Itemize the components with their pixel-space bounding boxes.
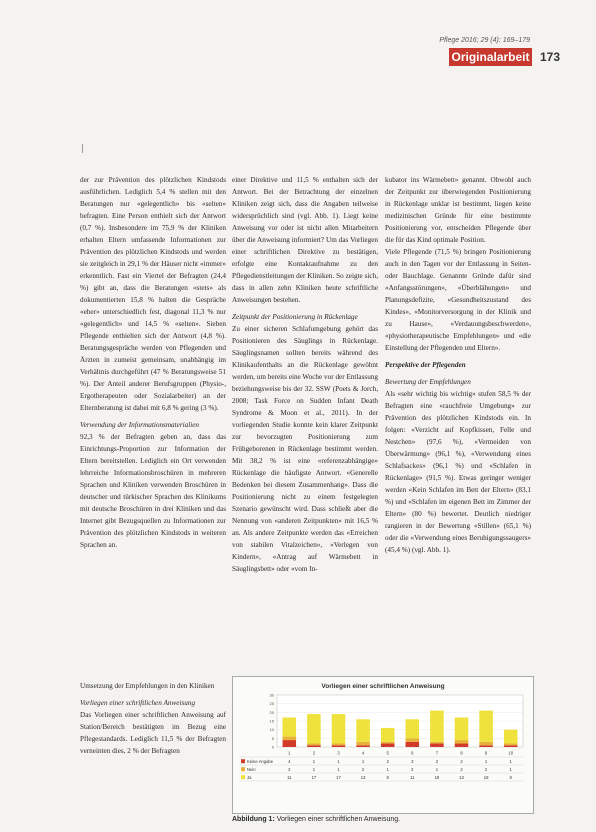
page-number: 173 <box>540 50 561 64</box>
bar-segment <box>283 737 297 740</box>
table-cell: 1 <box>386 766 389 772</box>
paragraph: 92,3 % der Befragten geben an, dass das Einrichtungs-Proportion zur Information der Eltern bereitstellen. Lediglich ein Ort verwenden lehrreiche Informationsbroschüren in mehreren Sprachen und Kliniken verwenden Broschüren in deutscher und türkischer Sprachen des Klinikums mit deutsche Broschüren in drei Kliniken und das Internet gibt Bezugsquellen zu Informationen zur Prävention des plötzlichen Kindstods in weiteren Sprachen an. <box>80 433 226 549</box>
margin-mark <box>82 144 83 153</box>
table-cell: 11 <box>410 774 415 780</box>
column-3 <box>385 174 531 556</box>
table-cell: 8 <box>386 774 389 780</box>
table-cell: 1 <box>435 766 439 772</box>
chart-title: Vorliegen einer schriftlichen Anweisung <box>321 683 445 690</box>
journal-citation: Pflege 2016; 29 (4): 169–179 <box>439 37 530 44</box>
table-cell: 2 <box>484 766 488 772</box>
x-tick-label: 3 <box>337 750 340 756</box>
table-cell: 2 <box>435 758 439 764</box>
table-cell: 2 <box>460 766 463 772</box>
x-tick-label: 10 <box>508 750 514 756</box>
bar-chart <box>233 677 533 813</box>
x-tick-label: 6 <box>411 750 414 756</box>
bar-segment <box>504 730 518 744</box>
table-cell: 13 <box>459 774 464 780</box>
table-cell: 1 <box>312 758 316 764</box>
caption-text: Vorliegen einer schriftlichen Anweisung. <box>276 816 401 823</box>
bar-segment <box>430 711 444 742</box>
x-tick-label: 7 <box>435 750 439 756</box>
x-tick-label: 8 <box>460 750 463 756</box>
table-cell: 2 <box>288 766 291 772</box>
bar-segment <box>356 719 370 742</box>
bar-segment <box>356 742 370 745</box>
legend-label: Keine Angabe <box>247 758 274 764</box>
table-cell: 2 <box>460 758 463 764</box>
figure-1 <box>232 676 534 814</box>
paragraph: Als «sehr wichtig bis wichtig» stufen 58,5 % der Befragten eine «rauchfreie Umgebung» zur Prävention des plötzlichen Kindstods ein. In folgen: «Verzicht auf Kopfkissen, Felle und Nestchen» (97,6 %), «Vermeiden von Überwärmung» (96,1 %), «Verwendung eines Schlafsackes» (96,1 %) und «Schlafen in Rückenlage» (91,5 %). Etwas geringer weniger werden «Kein Schlafen im Bett der Eltern» (83,1 %) und «Schlafen im eigenen Bett im Zimmer der Eltern» (80 %) bewertet. Deutlich niedriger rangieren in der Bewertung «Stillen» (65,1 %) oder die «Verwendung eines Beruhigungssaugers» (45,4 %) (vgl. Abb. 1). <box>385 390 531 554</box>
bar-segment <box>406 738 420 741</box>
legend-swatch <box>241 767 245 771</box>
table-cell: 8 <box>509 774 512 780</box>
paragraph: Zu einer sicheren Schlafumgebung gehört das Positionieren des Säuglings in Rückenlage. Säuglingsnamen sollten bereits während des Klinikaufenthalts an die Rückenlage gewöhnt werden, um bereits eine Woche vor der Entlassung beziehungsweise bis der 32. SSW (Poets & Jorch, 2008; Task Force on Sudden Infant Death Syndrome & Moon et al., 2011). In der vorliegenden Studie konnte kein klarer Zeitpunkt zur bevorzugten Positionierung zum Frühgeborenen in Rückenlage bestimmt werden. Mit 38,2 % ist eine «referenzabhängige» Rückenlage die häufigste Antwort. «Generelle Bedenken bei diesem Zusammenhang». Dass die Positionierung nicht zu einem festgelegten Szenario gewünscht wird. Dass schließt aber die Nennung von «anderen Zeitpunkten» mit 16,5 % an. Als andere Zeitpunkte werden das «Erreichen von stabilen Vitalzeichen», «Verlegen von Kindern», «Antrag auf Wärmebett in Säuglingsbett» oder «vom In- <box>232 325 378 573</box>
bar-segment <box>430 742 444 744</box>
table-cell: 1 <box>484 758 488 764</box>
bar-segment <box>479 745 493 747</box>
bar-segment <box>455 740 469 743</box>
y-tick-label: 10 <box>269 727 274 733</box>
table-cell: 1 <box>361 758 365 764</box>
bar-segment <box>307 745 321 747</box>
bar-segment <box>283 740 297 747</box>
bar-segment <box>307 714 321 743</box>
x-tick-label: 5 <box>386 750 389 756</box>
bar-segment <box>455 718 469 741</box>
bar-segment <box>332 745 346 747</box>
bar-segment <box>332 714 346 743</box>
table-cell: 18 <box>434 774 440 780</box>
figure-caption <box>232 816 400 823</box>
bar-segment <box>332 744 346 746</box>
column-1-bottom <box>80 680 226 757</box>
table-cell: 2 <box>361 766 365 772</box>
y-tick-label: 30 <box>269 692 274 698</box>
legend-swatch <box>241 775 245 779</box>
y-tick-label: 0 <box>271 744 274 750</box>
paragraph: Viele Pflegende (71,5 %) bringen Positionierung auch in den Tagen vor der Entlassung in Seiten- oder Bauchlage. Genannte Gründe dafür sind «Anfangsstörungen», «Überblähungen» und Planungsdefizite, «Gesundheitszustand des Kindes», «Monitorversorgung in der Klinik und zu Hause», «Verdauungsbeschwerden», «physiotherapeutische Empfehlungen» und «die Einstellung der Pflegenden und Eltern». <box>385 248 531 352</box>
x-tick-label: 1 <box>288 750 291 756</box>
subheading: Perspektive der Pflegenden <box>385 361 466 369</box>
table-cell: 1 <box>337 758 340 764</box>
table-cell: 1 <box>337 766 340 772</box>
x-tick-label: 4 <box>361 750 365 756</box>
y-tick-label: 15 <box>269 718 274 724</box>
section-heading: Umsetzung der Empfehlungen in den Kliniken <box>80 682 215 690</box>
bar-segment <box>381 744 395 747</box>
paragraph: der zur Prävention des plötzlichen Kindstods ausführlichen. Lediglich 5,4 % stellen mit den Beratungen nur «gelegentlich» bis «selten» befragten. Eine Person enthielt sich der Antwort (0,7 %). Insbesondere im 75,9 % der Kliniken erhalten Eltern umfassende Informationen zur Prävention des plötzlichen Kindstods und werden sie zeitgleich in 29,1 % der Häuser nicht «immer» erkenntlich. Fast ein Viertel der Befragten (24,4 %) gibt an, dass die Beratungen «stets» als dokumentierten 15,8 % halten die Gespräche «eher» unterschiedlich fest, diagonal 11,3 % nur «gelegentlich» und 14,5 % «selten». Sieben Pflegende enthielten sich der Antwort (4,8 %). Beratungsgespräche werden von Pflegenden und Ärzten in zumeist gemeinsam, unabhängig im Verhältnis durchgeführt (47 % Beratungsweise 51 %). Der Anteil anderer Berufsgruppen (Physio-, Ergotherapeuten oder Sozialarbeiter) an der Elternberatung ist dabei mit 6,8 % gering (3 %). <box>80 176 226 412</box>
legend-label: Nein <box>247 766 256 772</box>
subheading: Zeitpunkt der Positionierung in Rückenlage <box>232 313 358 321</box>
bar-segment <box>479 711 493 742</box>
bar-segment <box>504 744 518 746</box>
bar-segment <box>430 744 444 747</box>
section-badge: Originalarbeit <box>449 48 532 66</box>
bar-segment <box>307 744 321 746</box>
subheading: Bewertung der Empfehlungen <box>385 378 471 386</box>
x-tick-label: 9 <box>484 750 488 756</box>
table-cell: 18 <box>483 774 489 780</box>
bar-segment <box>356 745 370 747</box>
bar-segment <box>504 745 518 747</box>
bar-segment <box>406 719 420 738</box>
paragraph: kubator ins Wärmebett» genannt. Obwohl auch der Zeitpunkt zur überwiegenden Positionierung in Rückenlage unklar ist bestimmt, liegen keine medizinischen Gründe für eine bestimmte Positionierung vor, entscheiden Pflegende über die für das Kind optimale Position. <box>385 176 531 244</box>
table-cell: 2 <box>386 758 389 764</box>
y-tick-label: 5 <box>271 735 274 741</box>
bar-segment <box>455 744 469 747</box>
bar-segment <box>381 728 395 742</box>
table-cell: 2 <box>411 766 414 772</box>
bar-segment <box>406 742 420 747</box>
y-tick-label: 25 <box>269 701 274 707</box>
paragraph: Das Vorliegen einer schriftlichen Anweisung auf Station/Bereich bestätigten im Bezug eine Pflegestandards. Lediglich 11,5 % der Befragten verneinten dies, 2 % der Befragten <box>80 711 226 755</box>
bar-segment <box>381 742 395 744</box>
table-cell: 13 <box>360 774 366 780</box>
table-cell: 17 <box>336 774 341 780</box>
table-cell: 3 <box>411 758 414 764</box>
paragraph: einer Direktive und 11,5 % enthalten sich der Antwort. Bei der Betrachtung der einzelnen Kliniken zeigt sich, dass die Angaben teilweise widersprüchlich sind (vgl. Abb. 1). Liegt keine Anweisung vor oder ist nicht allen Mitarbeitern über die Anweisung informiert? Um das Vorliegen einer schriftlichen Direktive zu bestätigen, erfolgte eine Kontaktaufnahme zu den Pflegedienstleitungen der Kliniken. So zeigte sich, dass in allen zehn Kliniken heute schriftliche Anweisungen bestehen. <box>232 176 378 304</box>
table-cell: 1 <box>509 758 512 764</box>
x-tick-label: 2 <box>312 750 316 756</box>
legend-label: Ja <box>247 774 252 780</box>
subheading: Vorliegen einer schriftlichen Anweisung <box>80 699 196 707</box>
column-2 <box>232 174 378 575</box>
bar-segment <box>479 742 493 745</box>
table-cell: 1 <box>509 766 512 772</box>
y-tick-label: 20 <box>269 709 274 715</box>
legend-swatch <box>241 759 245 763</box>
table-cell: 4 <box>288 758 291 764</box>
table-cell: 11 <box>287 774 292 780</box>
subheading: Verwendung der Informationsmaterialien <box>80 421 199 429</box>
table-cell: 1 <box>312 766 316 772</box>
table-cell: 17 <box>311 774 317 780</box>
column-1 <box>80 174 226 551</box>
bar-segment <box>283 718 297 737</box>
caption-label: Abbildung 1: <box>232 816 275 823</box>
